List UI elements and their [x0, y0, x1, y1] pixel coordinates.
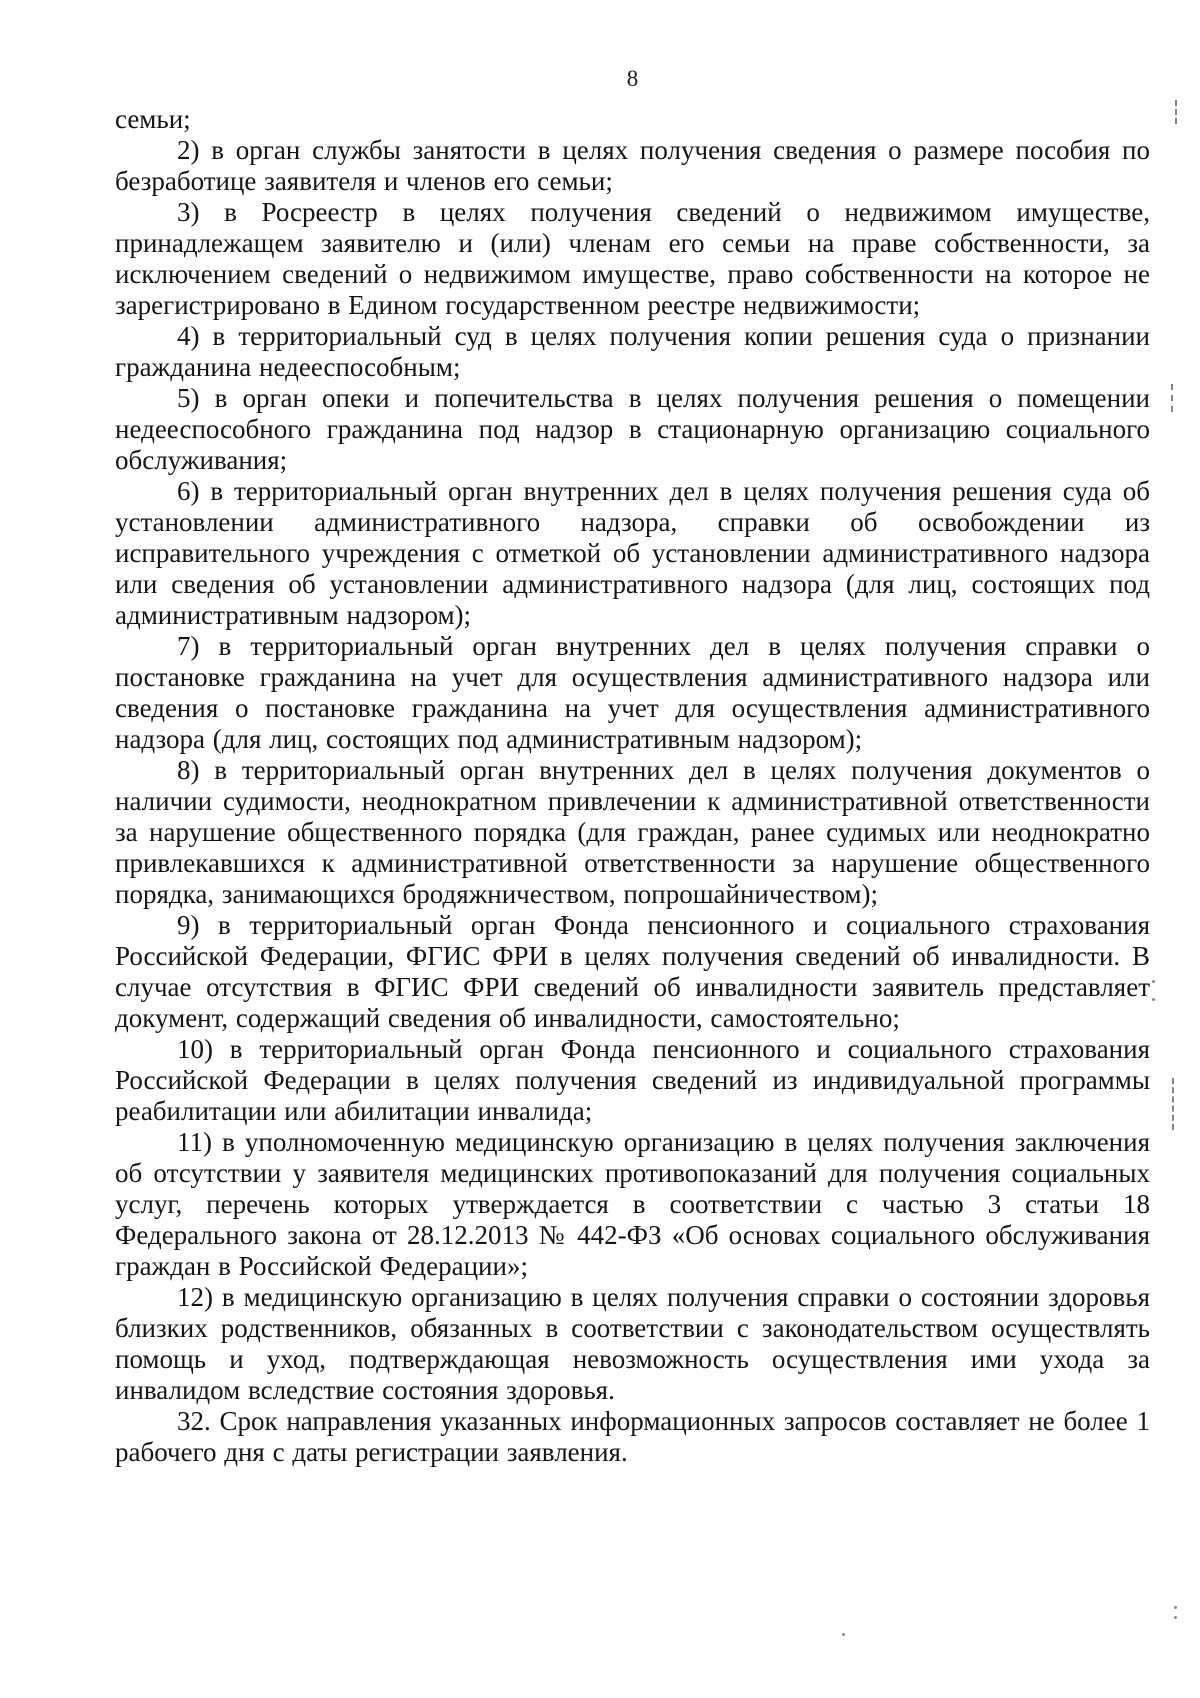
scan-artifact — [1171, 384, 1173, 412]
paragraph: 4) в территориальный суд в целях получения копии решения суда о признании гражданина недееспособным; — [115, 321, 1150, 382]
paragraph: 2) в орган службы занятости в целях получения сведения о размере пособия по безработице заявителя и членов его семьи; — [115, 135, 1150, 196]
paragraph: 32. Срок направления указанных информационных запросов составляет не более 1 рабочего дня с даты регистрации заявления. — [115, 1406, 1150, 1467]
paragraph: 6) в территориальный орган внутренних дел в целях получения решения суда об установлении административного надзора, справки об освобождении из исправительного учреждения с отметкой об установлении административного надзора или сведения об установлении административного надзора (для лиц, состоящих под административным надзором); — [115, 476, 1150, 630]
document-body — [115, 104, 1150, 1468]
scan-artifact — [1174, 1616, 1177, 1619]
paragraph: семьи; — [115, 104, 191, 134]
scan-artifact — [1172, 1078, 1174, 1130]
paragraph: 3) в Росреестр в целях получения сведений о недвижимом имуществе, принадлежащем заявителю и (или) членам его семьи на праве собственности, за исключением сведений о недвижимом имуществе, право собственности на которое не зарегистрировано в Едином государственном реестре недвижимости; — [115, 197, 1150, 320]
scan-artifact — [1152, 980, 1155, 983]
scan-artifact — [1175, 100, 1177, 124]
paragraph: 5) в орган опеки и попечительства в целях получения решения о помещении недееспособного гражданина под надзор в стационарную организацию социального обслуживания; — [115, 383, 1150, 475]
scan-artifact — [1152, 998, 1155, 1001]
page-number: 8 — [626, 66, 639, 91]
scan-artifact — [1174, 1606, 1177, 1609]
paragraph: 11) в уполномоченную медицинскую организацию в целях получения заключения об отсутствии у заявителя медицинских противопоказаний для получения социальных услуг, перечень которых утверждается в соответствии с частью 3 статьи 18 Федерального закона от 28.12.2013 № 442-ФЗ «Об основах социального обслуживания граждан в Российской Федерации»; — [115, 1127, 1150, 1281]
paragraph: 10) в территориальный орган Фонда пенсионного и социального страхования Российской Федерации в целях получения сведений из индивидуальной программы реабилитации или абилитации инвалида; — [115, 1034, 1150, 1126]
paragraph: 12) в медицинскую организацию в целях получения справки о состоянии здоровья близких родственников, обязанных в соответствии с законодательством осуществлять помощь и уход, подтверждающая невозможность осуществления ими ухода за инвалидом вследствие состояния здоровья. — [115, 1282, 1150, 1405]
paragraph: 7) в территориальный орган внутренних дел в целях получения справки о постановке гражданина на учет для осуществления административного надзора или сведения о постановке гражданина на учет для осуществления административного надзора (для лиц, состоящих под административным надзором); — [115, 631, 1150, 754]
scan-artifact — [842, 1633, 845, 1636]
paragraph: 9) в территориальный орган Фонда пенсионного и социального страхования Российской Федерации, ФГИС ФРИ в целях получения сведений об инвалидности. В случае отсутствия в ФГИС ФРИ сведений об инвалидности заявитель представляет документ, содержащий сведения об инвалидности, самостоятельно; — [115, 910, 1150, 1033]
paragraph: 8) в территориальный орган внутренних дел в целях получения документов о наличии судимости, неоднократном привлечении к административной ответственности за нарушение общественного порядка (для граждан, ранее судимых или неоднократно привлекавшихся к административной ответственности за нарушение общественного порядка, занимающихся бродяжничеством, попрошайничеством); — [115, 755, 1150, 909]
